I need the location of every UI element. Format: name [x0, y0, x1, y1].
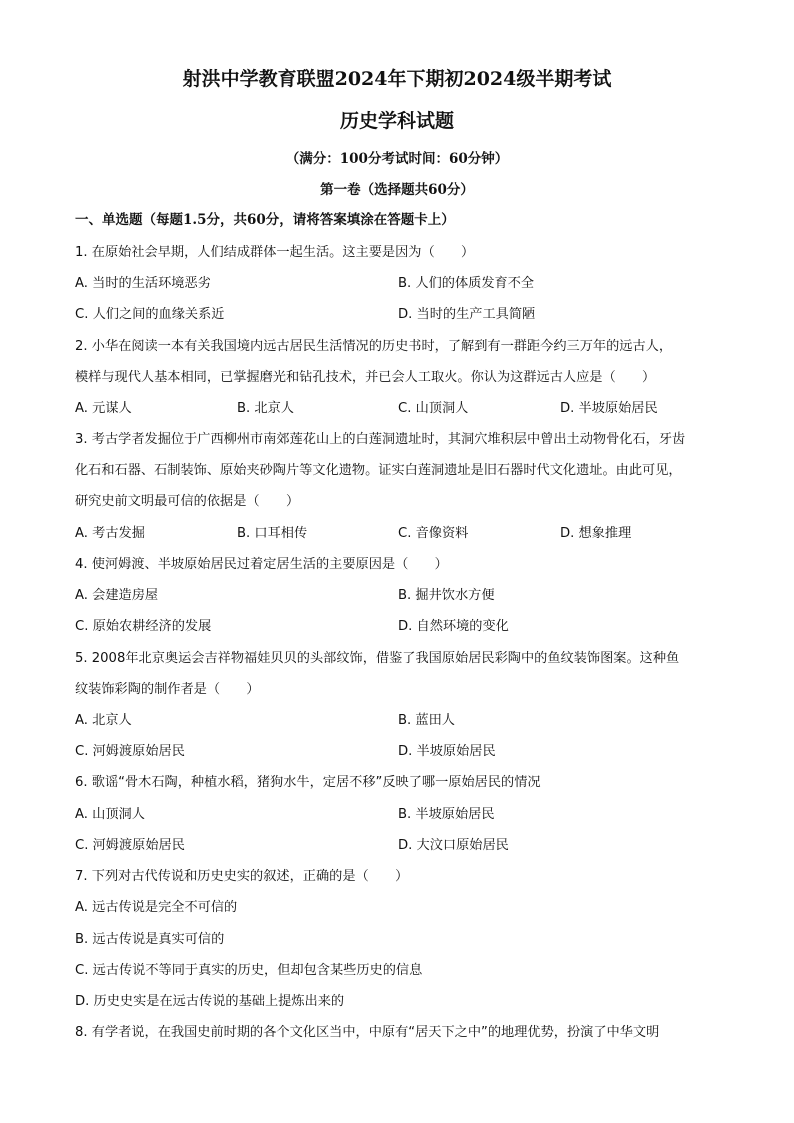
question-4-option-b: B. 掘井饮水方便 — [398, 588, 495, 603]
question-1-option-b: B. 人们的体质发育不全 — [398, 276, 535, 291]
question-7-option-c: C. 远古传说不等同于真实的历史，但却包含某些历史的信息 — [75, 963, 423, 978]
question-4-stem: 4. 使河姆渡、半坡原始居民过着定居生活的主要原因是（ ） — [75, 557, 448, 572]
question-3-option-d: D. 想象推理 — [560, 526, 632, 541]
question-1-stem: 1. 在原始社会早期，人们结成群体一起生活。这主要是因为（ ） — [75, 245, 475, 260]
question-2-option-c: C. 山顶洞人 — [398, 401, 469, 416]
question-7-option-b: B. 远古传说是真实可信的 — [75, 932, 225, 947]
question-1-option-c: C. 人们之间的血缘关系近 — [75, 307, 225, 322]
question-3-stem-line-2: 化石和石器、石制装饰、原始夹砂陶片等文化遗物。证实白莲洞遗址是旧石器时代文化遗址。由此可见， — [75, 463, 682, 478]
question-1-option-a: A. 当时的生活环境恶劣 — [75, 276, 211, 291]
question-8-stem-line-1: 8. 有学者说，在我国史前时期的各个文化区当中，中原有“居天下之中”的地理优势，扮演了中华文明 — [75, 1025, 660, 1040]
question-2-option-b: B. 北京人 — [237, 401, 294, 416]
question-1-option-d: D. 当时的生产工具简陋 — [398, 307, 536, 322]
question-3-option-c: C. 音像资料 — [398, 526, 469, 541]
question-2-stem-line-2: 模样与现代人基本相同，已掌握磨光和钻孔技术，并已会人工取火。你认为这群远古人应是（ ） — [75, 370, 656, 385]
question-7-option-d: D. 历史史实是在远古传说的基础上提炼出来的 — [75, 994, 345, 1009]
question-2-option-a: A. 元谋人 — [75, 401, 132, 416]
question-5-stem-line-2: 纹装饰彩陶的制作者是（ ） — [75, 682, 260, 697]
exam-title: 射洪中学教育联盟2024年下期初2024级半期考试 — [182, 68, 612, 90]
question-7-stem: 7. 下列对古代传说和历史史实的叙述，正确的是（ ） — [75, 869, 409, 884]
question-5-option-b: B. 蓝田人 — [398, 713, 455, 728]
question-6-option-c: C. 河姆渡原始居民 — [75, 838, 185, 853]
question-6-stem: 6. 歌谣“骨木石陶，种植水稻，猪狗水牛，定居不移”反映了哪一原始居民的情况 — [75, 775, 541, 790]
question-5-option-a: A. 北京人 — [75, 713, 132, 728]
question-4-option-a: A. 会建造房屋 — [75, 588, 159, 603]
exam-meta: （满分：100分考试时间：60分钟） — [285, 151, 509, 167]
question-2-stem-line-1: 2. 小华在阅读一本有关我国境内远古居民生活情况的历史书时，了解到有一群距今约三万年的远古人， — [75, 339, 673, 354]
question-3-stem-line-3: 研究史前文明最可信的依据是（ ） — [75, 494, 300, 509]
question-6-option-b: B. 半坡原始居民 — [398, 807, 495, 822]
question-3-option-b: B. 口耳相传 — [237, 526, 308, 541]
question-6-option-d: D. 大汶口原始居民 — [398, 838, 509, 853]
question-5-option-d: D. 半坡原始居民 — [398, 744, 496, 759]
question-3-option-a: A. 考古发掘 — [75, 526, 145, 541]
volume-title: 第一卷（选择题共60分） — [320, 182, 474, 198]
section-heading: 一、单选题（每题1.5分，共60分，请将答案填涂在答题卡上） — [75, 212, 455, 228]
question-5-option-c: C. 河姆渡原始居民 — [75, 744, 185, 759]
question-6-option-a: A. 山顶洞人 — [75, 807, 145, 822]
question-4-option-d: D. 自然环境的变化 — [398, 619, 509, 634]
question-7-option-a: A. 远古传说是完全不可信的 — [75, 900, 238, 915]
question-3-stem-line-1: 3. 考古学者发掘位于广西柳州市南郊莲花山上的白莲洞遗址时，其洞穴堆积层中曾出土动物骨化石，牙齿 — [75, 432, 686, 447]
question-5-stem-line-1: 5. 2008年北京奥运会吉祥物福娃贝贝的头部纹饰，借鉴了我国原始居民彩陶中的鱼纹装饰图案。这种鱼 — [75, 651, 680, 666]
question-2-option-d: D. 半坡原始居民 — [560, 401, 658, 416]
subject-title: 历史学科试题 — [339, 110, 454, 132]
question-4-option-c: C. 原始农耕经济的发展 — [75, 619, 212, 634]
